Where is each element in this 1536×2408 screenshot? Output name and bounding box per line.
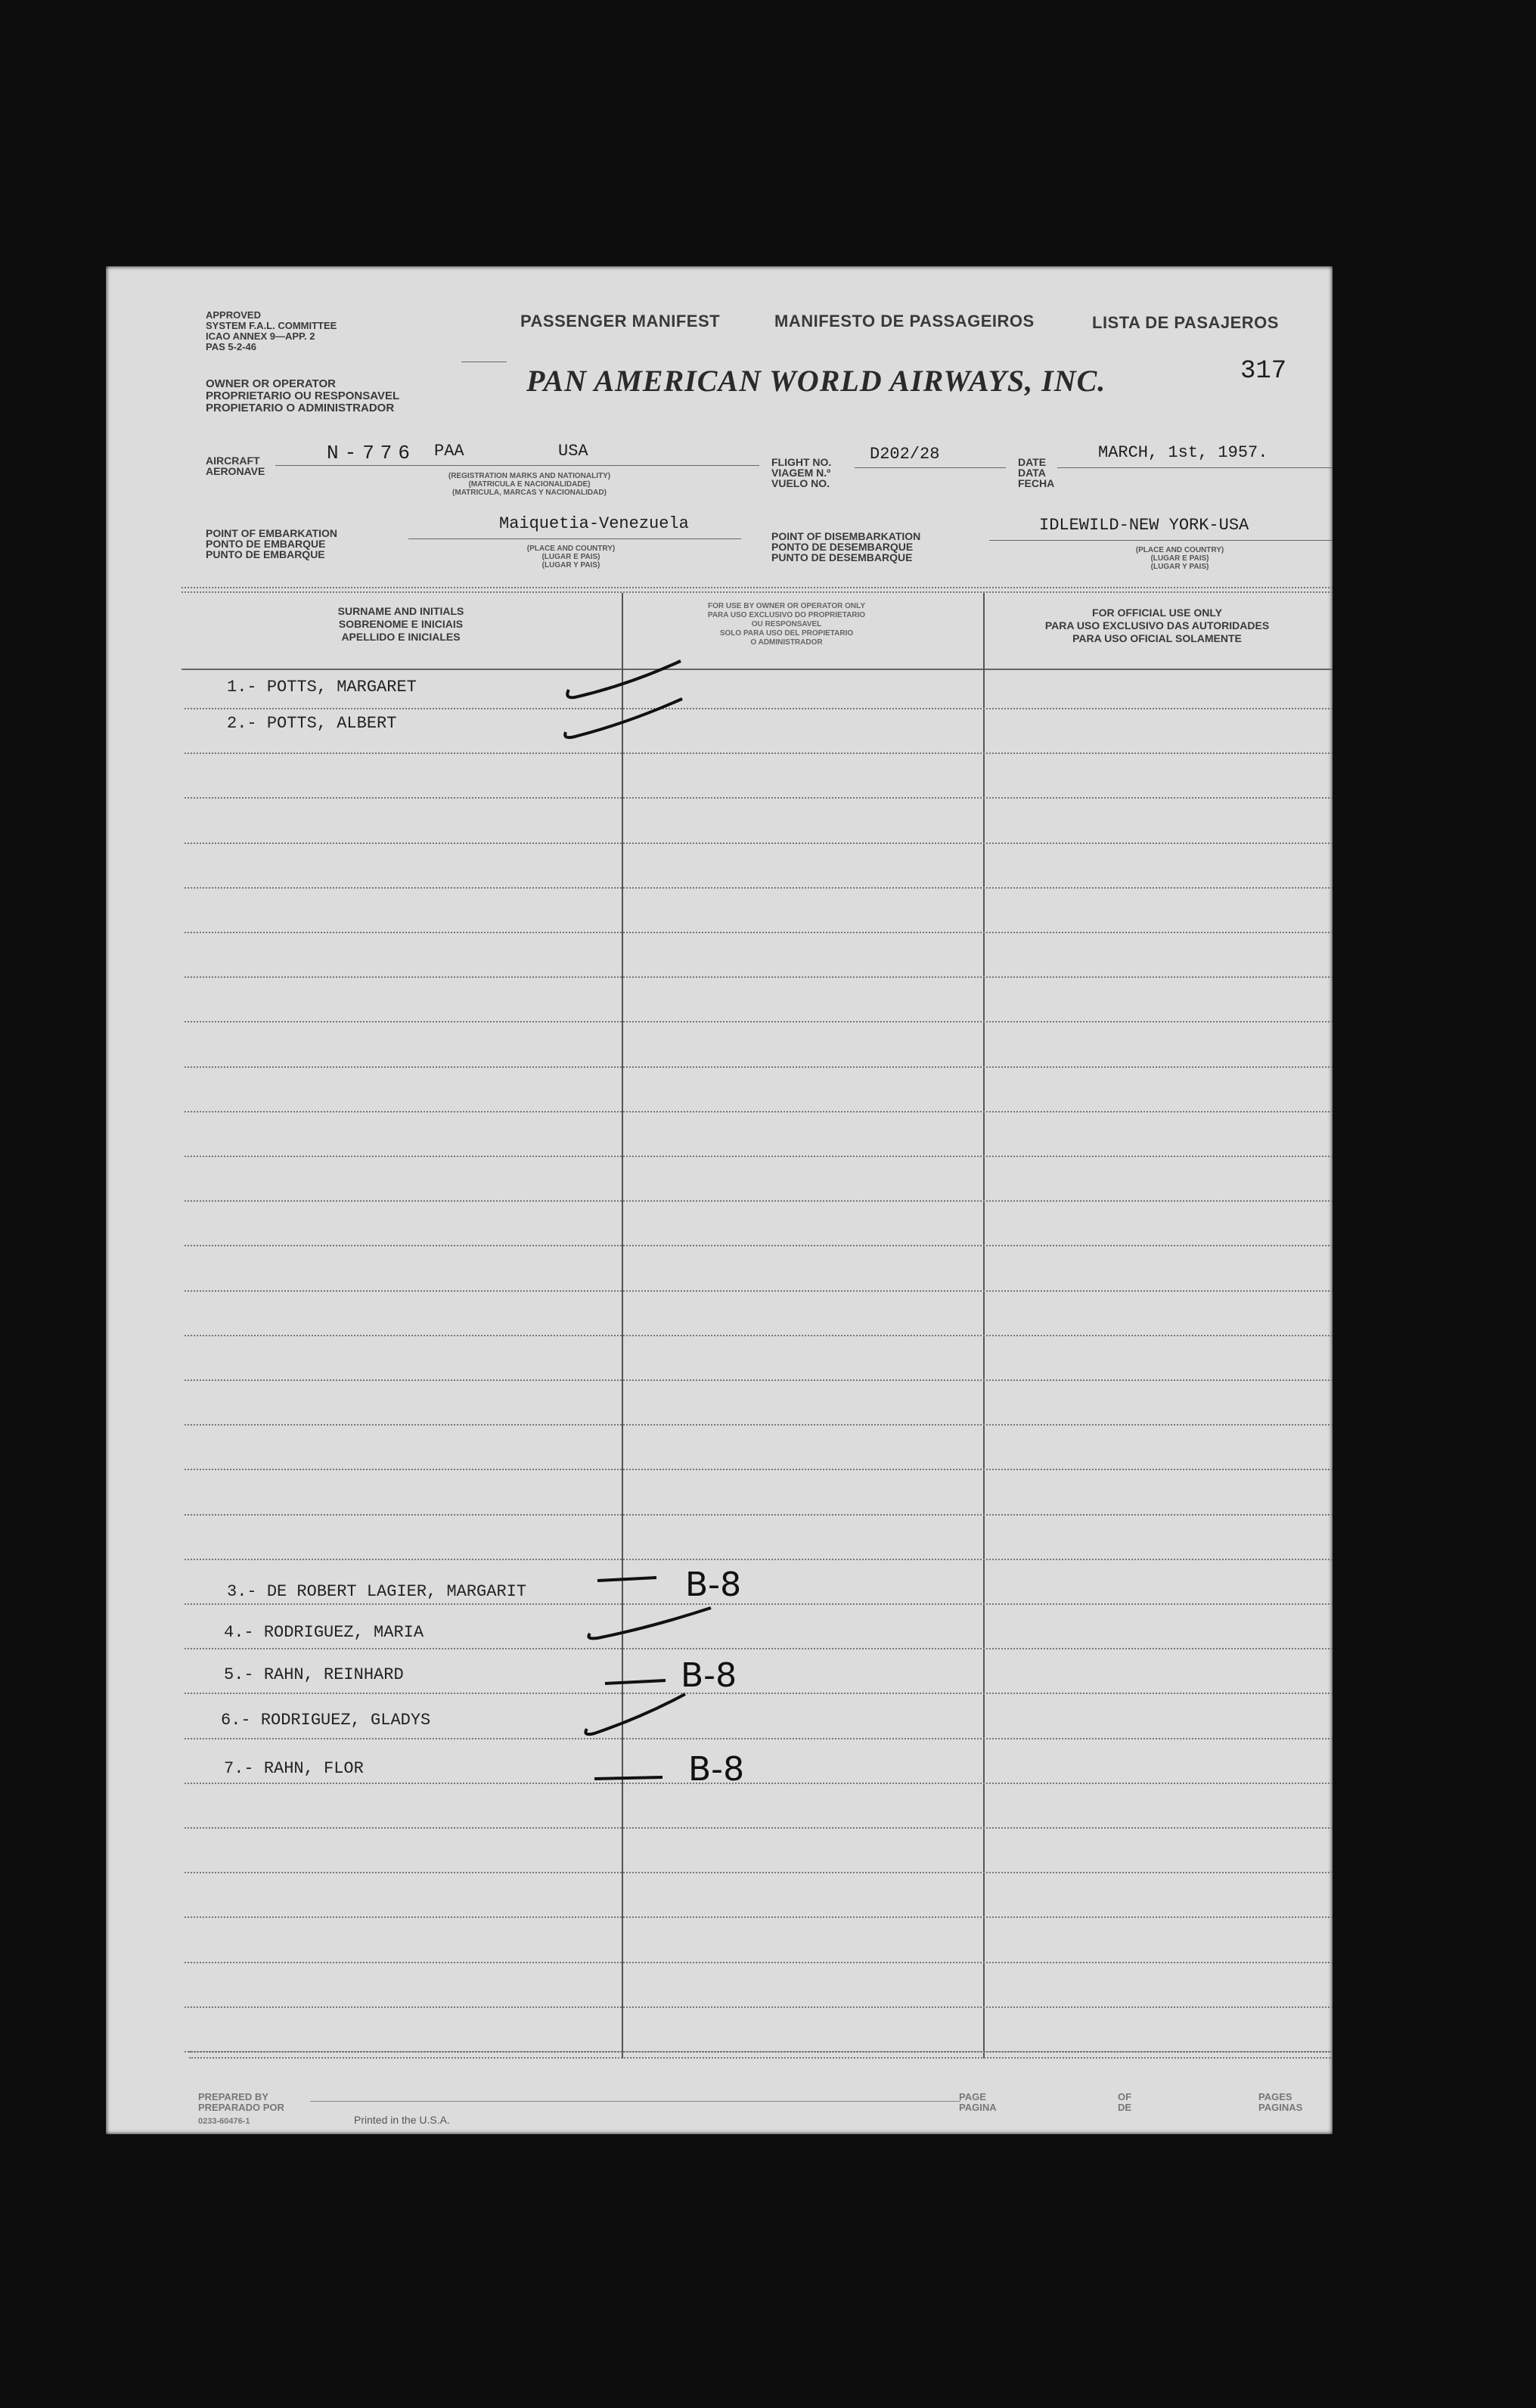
passenger-number: 1.- (227, 678, 257, 697)
title-spanish: LISTA DE PASAJEROS (1092, 313, 1279, 332)
approval-line: SYSTEM F.A.L. COMMITTEE (206, 320, 337, 331)
passenger-number: 5.- (224, 1665, 254, 1684)
handwritten-mark: B-8 (688, 1750, 745, 1789)
check-mark-icon (588, 1608, 711, 1638)
handwritten-mark: B-8 (681, 1656, 737, 1695)
dash-stroke (605, 1680, 666, 1683)
passenger-number: 6.- (221, 1711, 251, 1730)
prepared-underline (310, 2101, 960, 2102)
printed-note: Printed in the U.S.A. (354, 2114, 450, 2126)
flight-label: FLIGHT NO. VIAGEM N.º VUELO NO. (771, 456, 832, 489)
passenger-number: 7.- (224, 1759, 254, 1778)
date-value: MARCH, 1st, 1957. (1098, 443, 1268, 462)
approval-line: APPROVED (206, 309, 261, 321)
passenger-name: POTTS, MARGARET (266, 678, 417, 697)
aircraft-label: AIRCRAFT AERONAVE (206, 455, 265, 477)
passenger-number: 3.- (227, 1582, 257, 1601)
form-number: 0233-60476-1 (198, 2117, 250, 2126)
aircraft-registration: N-776 (327, 442, 417, 464)
passenger-name: DE ROBERT LAGIER, MARGARIT (266, 1582, 527, 1601)
disembarkation-label: POINT OF DISEMBARKATION PONTO DE DESEMBARQUE PUNTO DE DESEMBARQUE (771, 530, 921, 563)
column-operator-header: FOR USE BY OWNER OR OPERATOR ONLY PARA USO EXCLUSIVO DO PROPRIETARIO OU RESPONSAVEL SOLO PARA USO DEL PROPIETARIO O ADMINISTRADOR (707, 602, 866, 647)
approval-line: ICAO ANNEX 9—APP. 2 (206, 330, 315, 342)
page-number: 317 (1240, 357, 1287, 386)
embarkation-value: Maiquetia-Venezuela (499, 514, 689, 533)
date-label: DATE DATA FECHA (1018, 456, 1055, 489)
passenger-name: RAHN, REINHARD (263, 1665, 404, 1684)
passenger-name: RODRIGUEZ, GLADYS (260, 1711, 431, 1730)
aircraft-operator: PAA (434, 442, 464, 461)
passenger-name: RAHN, FLOR (263, 1759, 364, 1778)
disembarkation-value: IDLEWILD-NEW YORK-USA (1039, 516, 1249, 535)
embarkation-label: POINT OF EMBARKATION PONTO DE EMBARQUE PUNTO DE EMBARQUE (206, 527, 337, 560)
of-label: OF DE (1118, 2091, 1132, 2113)
column-surname-header: SURNAME AND INITIALS SOBRENOME E INICIAIS APELLIDO E INICIALES (337, 605, 464, 643)
passenger-number: 2.- (227, 714, 257, 733)
aircraft-nationality: USA (558, 442, 588, 461)
passenger-name: POTTS, ALBERT (266, 714, 397, 733)
pages-label: PAGES PAGINAS (1258, 2091, 1303, 2113)
handwritten-mark: B-8 (685, 1566, 742, 1604)
check-mark-icon (565, 699, 682, 737)
title-english: PASSENGER MANIFEST (520, 312, 721, 330)
column-official-header: FOR OFFICIAL USE ONLY PARA USO EXCLUSIVO DAS AUTORIDADES PARA USO OFICIAL SOLAMENTE (1044, 607, 1270, 644)
passenger-number: 4.- (224, 1623, 254, 1642)
page-label: PAGE PAGINA (959, 2091, 997, 2113)
title-portuguese: MANIFESTO DE PASSAGEIROS (774, 312, 1035, 330)
passenger-name: RODRIGUEZ, MARIA (263, 1623, 424, 1642)
owner-label: OWNER OR OPERATOR PROPRIETARIO OU RESPONSAVEL PROPIETARIO O ADMINISTRADOR (206, 377, 400, 414)
aircraft-caption: (REGISTRATION MARKS AND NATIONALITY) (MATRICULA E NACIONALIDADE) (MATRICULA, MARCAS Y NACIONALIDAD) (448, 472, 611, 497)
disembarkation-caption: (PLACE AND COUNTRY) (LUGAR E PAIS) (LUGAR Y PAIS) (1135, 546, 1224, 571)
check-mark-icon (567, 661, 681, 697)
flight-number: D202/28 (870, 445, 940, 464)
dash-stroke (594, 1777, 662, 1779)
airline-name: PAN AMERICAN WORLD AIRWAYS, INC. (526, 364, 1106, 398)
check-mark-icon (585, 1694, 685, 1734)
embarkation-caption: (PLACE AND COUNTRY) (LUGAR E PAIS) (LUGAR Y PAIS) (526, 545, 616, 569)
dash-stroke (597, 1578, 656, 1581)
approval-line: PAS 5-2-46 (206, 341, 256, 352)
prepared-by-label: PREPARED BY PREPARADO POR (198, 2091, 284, 2113)
